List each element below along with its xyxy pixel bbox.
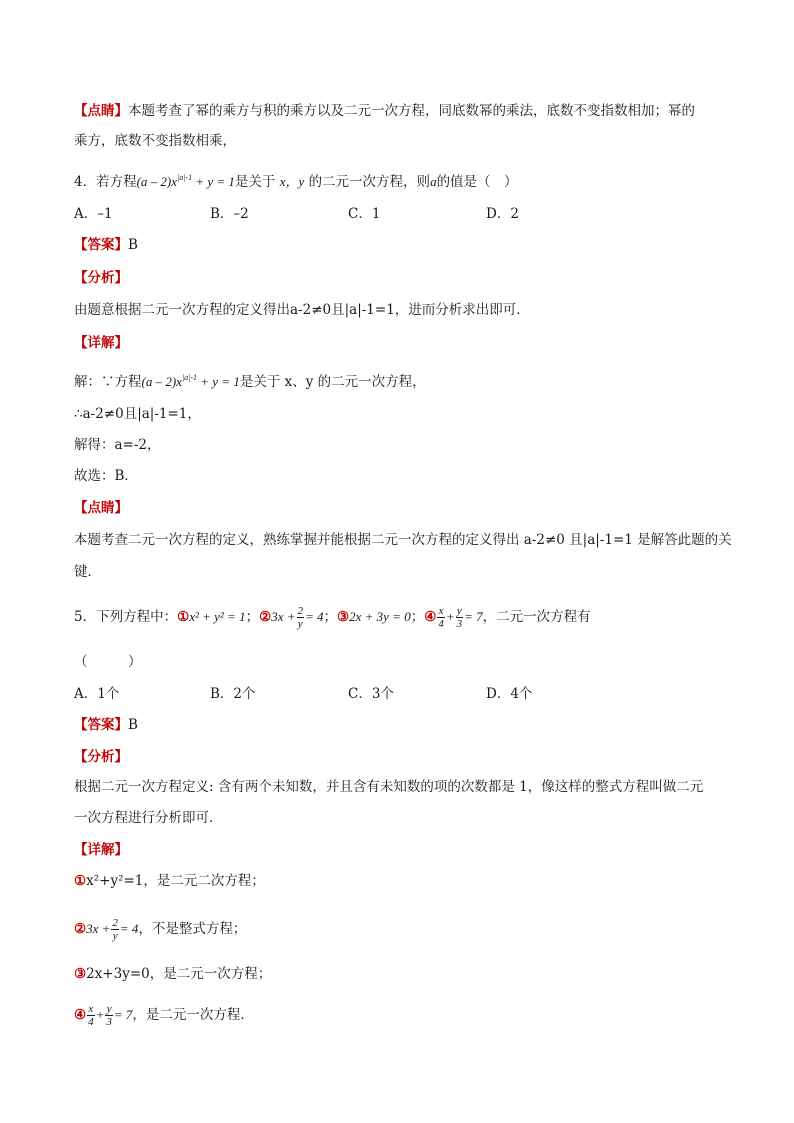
prev-point-line-1 bbox=[74, 101, 695, 121]
point-tag: 【点睛】 bbox=[74, 103, 128, 119]
q4-option-a: A．–1 bbox=[74, 206, 113, 222]
q4-detail-line-2: ∴a-2≠0且|a|-1=1， bbox=[74, 406, 201, 422]
q4-answer: 【答案】B bbox=[74, 237, 138, 253]
circle-1-icon: ① bbox=[74, 873, 87, 889]
q4-detail-line-4: 故选：B． bbox=[74, 468, 138, 484]
q4-detail-line-1: 解：∵方程$(a - 2)x^{|a|-1} + y = 1$是关于 x、y 的二元一次方程， bbox=[74, 373, 426, 390]
q4-detail-equation: $(a - 2)x^{|a|-1} + y = 1$ bbox=[141, 373, 240, 389]
q5-detail-2: ②3x + $\frac{2}{y}$ = 4，不是整式方程； bbox=[74, 917, 247, 942]
q4-analysis-tag: 【分析】 bbox=[74, 270, 128, 286]
q5-fraction-2-y: $\frac{2}{y}$ bbox=[297, 605, 303, 630]
q5-detail-1: ①x²+y²=1，是二元二次方程； bbox=[74, 873, 265, 889]
q5-answer: 【答案】B bbox=[74, 717, 138, 733]
q5-analysis-tag: 【分析】 bbox=[74, 749, 128, 765]
q5-analysis-line-2: 一次方程进行分析即可． bbox=[74, 810, 223, 826]
q4-detail-line-3: 解得：a=-2， bbox=[74, 437, 161, 453]
q5-analysis-line-1: 根据二元一次方程定义: 含有两个未知数，并且含有未知数的项的次数都是 1，像这样的整式方程叫做二元 bbox=[74, 779, 704, 795]
circle-2-icon: ② bbox=[259, 609, 272, 625]
q4-option-c: C．1 bbox=[348, 206, 381, 222]
point-text: 本题考查了幂的乘方与积的乘方以及二元一次方程，同底数幂的乘法，底数不变指数相加；幂的 bbox=[128, 103, 695, 119]
q4-analysis-text: 由题意根据二元一次方程的定义得出a-2≠0且|a|-1=1，进而分析求出即可． bbox=[74, 302, 530, 318]
q5-option-d: D．4个 bbox=[486, 686, 533, 702]
q4-option-b: B．–2 bbox=[210, 206, 249, 222]
circle-4-icon: ④ bbox=[74, 1007, 87, 1023]
circle-4-icon: ④ bbox=[424, 609, 437, 625]
q5-detail-fraction-y-3: $\frac{y}{3}$ bbox=[106, 1003, 112, 1028]
q5-paren: （ ） bbox=[74, 654, 142, 670]
q5-option-a: A．1个 bbox=[74, 686, 120, 702]
prev-point-line-2: 乘方，底数不变指数相乘， bbox=[74, 133, 236, 149]
q5-fraction-x-4: $\frac{x}{4}$ bbox=[438, 605, 444, 630]
q4-equation: $(a - 2)x^{|a|-1} + y = 1$ bbox=[136, 173, 235, 189]
q5-detail-3: ③2x+3y=0，是二元一次方程； bbox=[74, 966, 272, 982]
q5-stem: 5．下列方程中：①x² + y² = 1；②3x + $\frac{2}{y}$ = 4；③2x + 3y = 0；④ $\frac{x}{4}$ + $\frac{y}{3}$ = 7，二元一次方程有 bbox=[74, 605, 591, 630]
circle-3-icon: ③ bbox=[74, 966, 87, 982]
circle-3-icon: ③ bbox=[337, 609, 350, 625]
q4-detail-tag: 【详解】 bbox=[74, 335, 128, 351]
q4-option-d: D．2 bbox=[486, 206, 519, 222]
q4-point-line-2: 键． bbox=[74, 564, 101, 580]
circle-1-icon: ① bbox=[177, 609, 190, 625]
q5-detail-fraction-2-y: $\frac{2}{y}$ bbox=[112, 917, 118, 942]
q5-detail-tag: 【详解】 bbox=[74, 842, 128, 858]
q5-option-b: B．2个 bbox=[210, 686, 256, 702]
circle-2-icon: ② bbox=[74, 921, 87, 937]
q5-detail-fraction-x-4: $\frac{x}{4}$ bbox=[88, 1003, 94, 1028]
q4-stem: 4．若方程$(a - 2)x^{|a|-1} + y = 1$是关于 x，y 的二元一次方程，则a的值是（ ） bbox=[74, 173, 518, 190]
q5-fraction-y-3: $\frac{y}{3}$ bbox=[456, 605, 463, 630]
q5-detail-4: ④ $\frac{x}{4}$ + $\frac{y}{3}$ = 7，是二元一次方程． bbox=[74, 1003, 254, 1028]
q4-point-line-1: 本题考查二元一次方程的定义，熟练掌握并能根据二元一次方程的定义得出 a-2≠0 且|a|-1=1 是解答此题的关 bbox=[74, 532, 732, 548]
q4-point-tag: 【点睛】 bbox=[74, 500, 128, 516]
q5-option-c: C．3个 bbox=[348, 686, 394, 702]
q4-number: 4．若方程 bbox=[74, 174, 137, 190]
